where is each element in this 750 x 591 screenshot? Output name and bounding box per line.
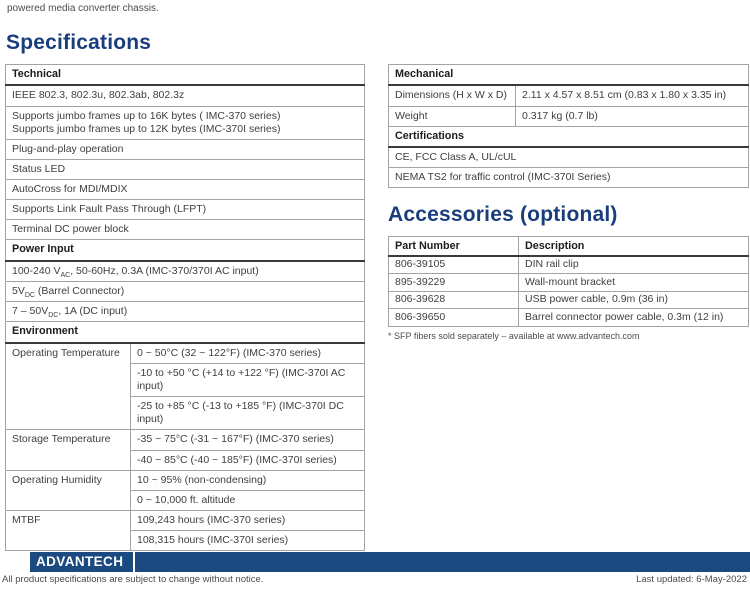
spec-label: Operating Humidity [6,470,131,510]
part-number-cell: 806-39650 [389,309,519,327]
table-row [6,180,365,200]
table-row [389,65,749,86]
table-row [6,322,365,343]
spec-value: 2.11 x 4.57 x 8.51 cm (0.83 x 1.80 x 3.35 in) [516,85,749,106]
description-cell: USB power cable, 0.9m (36 in) [519,291,749,309]
spec-label: Weight [389,106,516,126]
spec-value: -40 ~ 85°C (-40 ~ 185°F) (IMC-370I series) [131,450,365,470]
table-row [6,65,365,86]
spec-cell: IEEE 802.3, 802.3u, 802.3ab, 802.3z [6,85,365,106]
spec-value: 10 ~ 95% (non-condensing) [131,470,365,490]
table-row [389,106,749,126]
subscript: AC [60,272,71,280]
spec-line: Supports jumbo frames up to 16K bytes ( IMC-370 series) [12,109,281,122]
table-header-row [389,237,749,256]
specifications-heading: Specifications [6,31,152,54]
spec-value: 108,315 hours (IMC-370I series) [131,531,365,551]
table-row [6,282,365,302]
section-header-mechanical: Mechanical [389,65,749,86]
table-row [389,85,749,106]
table-row [389,309,749,327]
spec-label: Dimensions (H x W x D) [389,85,516,106]
footer-last-updated: Last updated: 6-May-2022 [636,574,747,585]
table-row [389,168,749,188]
spec-label: MTBF [6,510,131,550]
table-row [389,274,749,292]
table-row [6,302,365,322]
spec-cell [6,106,365,139]
section-header-power-input: Power Input [6,240,365,261]
part-number-cell: 895-39229 [389,274,519,292]
spec-value: 0 ~ 10,000 ft. altitude [131,490,365,510]
advantech-logo: ADVANTECH [30,552,135,572]
mechanical-spec-table [388,64,749,188]
accessories-table [388,236,749,327]
spec-value: -25 to +85 °C (-13 to +185 °F) (IMC-370I DC input) [131,397,365,430]
footer-brand-bar [30,552,750,572]
table-row [389,291,749,309]
column-header-description: Description [519,237,749,256]
spec-value: 109,243 hours (IMC-370 series) [131,510,365,530]
spec-cell: $5V_{DC}$ (Barrel Connector) [6,282,365,302]
intro-text: powered media converter chassis. [7,3,159,14]
footer-disclaimer: All product specifications are subject to change without notice. [2,574,264,585]
table-row [389,147,749,168]
table-row [389,126,749,147]
table-row [6,240,365,261]
table-row [6,510,365,530]
spec-cell: 100-240 $V_{AC}$, 50-60Hz, 0.3A (IMC-370/370I AC input) [6,261,365,282]
section-header-environment: Environment [6,322,365,343]
table-row [6,430,365,450]
spec-cell: CE, FCC Class A, UL/cUL [389,147,749,168]
spec-cell: Status LED [6,159,365,179]
column-header-part-number: Part Number [389,237,519,256]
spec-label: Storage Temperature [6,430,131,470]
part-number-cell: 806-39628 [389,291,519,309]
table-row [6,159,365,179]
section-header-certifications: Certifications [389,126,749,147]
spec-cell: AutoCross for MDI/MDIX [6,180,365,200]
spec-value: 0.317 kg (0.7 lb) [516,106,749,126]
spec-value: -35 ~ 75°C (-31 ~ 167°F) (IMC-370 series) [131,430,365,450]
left-column [5,64,365,551]
description-cell: Barrel connector power cable, 0.3m (12 in) [519,309,749,327]
spec-value: 0 ~ 50°C (32 ~ 122°F) (IMC-370 series) [131,343,365,364]
table-row [6,220,365,240]
part-number-cell: 806-39105 [389,256,519,274]
spec-value: -10 to +50 °C (+14 to +122 °F) (IMC-370I AC input) [131,363,365,396]
right-column [388,64,749,341]
table-row [6,106,365,139]
subscript: DC [24,292,35,300]
spec-cell: Plug-and-play operation [6,139,365,159]
description-cell: Wall-mount bracket [519,274,749,292]
table-row [6,470,365,490]
subscript: DC [48,312,59,320]
spec-line: Supports jumbo frames up to 12K bytes (IMC-370I series) [12,122,281,135]
table-row [6,85,365,106]
spec-cell: NEMA TS2 for traffic control (IMC-370I Series) [389,168,749,188]
table-row [6,139,365,159]
spec-cell: Supports Link Fault Pass Through (LFPT) [6,200,365,220]
table-row [6,261,365,282]
table-row [6,343,365,364]
accessories-heading: Accessories (optional) [388,203,618,227]
spec-cell: Terminal DC power block [6,220,365,240]
table-row [6,200,365,220]
sfp-footnote: * SFP fibers sold separately – available at www.advantech.com [388,331,640,342]
spec-label: Operating Temperature [6,343,131,430]
spec-cell: $7 - 50V_{DC}$, 1A (DC input) [6,302,365,322]
section-header-technical: Technical [6,65,365,86]
table-row [389,256,749,274]
technical-spec-table [5,64,365,551]
description-cell: DIN rail clip [519,256,749,274]
